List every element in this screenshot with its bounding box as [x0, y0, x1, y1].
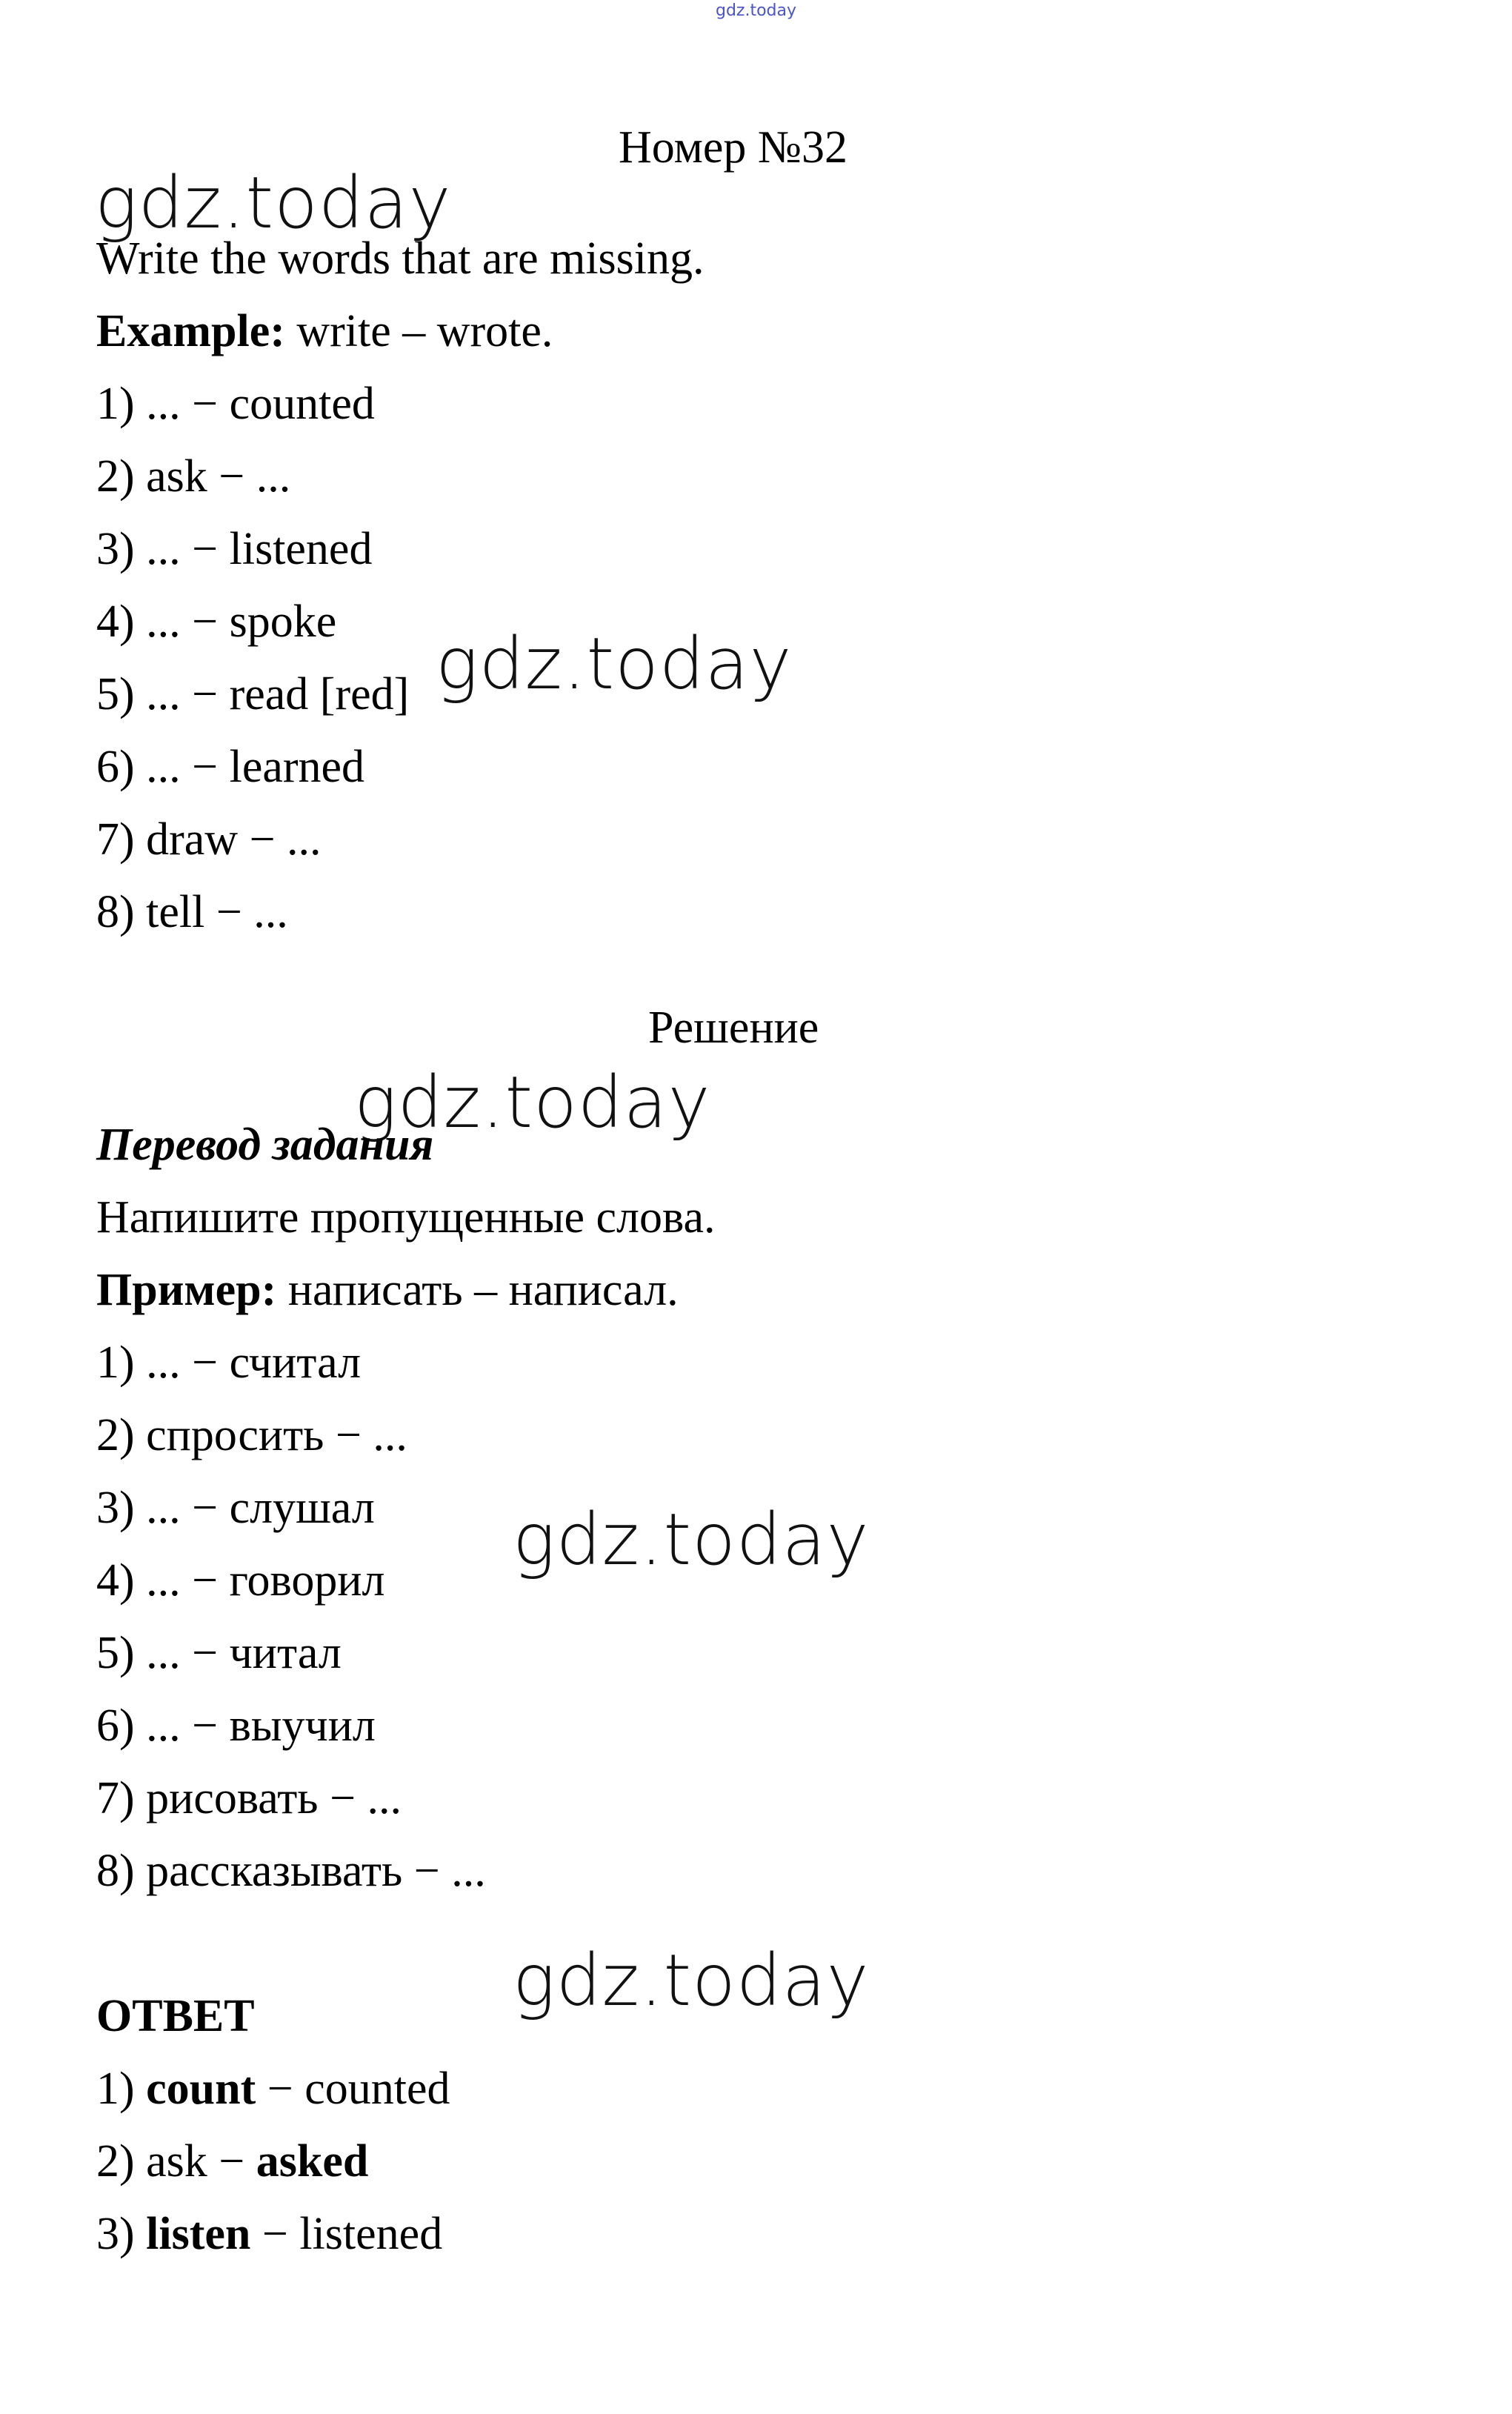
answer-num: 2) ask −: [96, 2136, 256, 2187]
translation-heading: Перевод задания: [96, 1120, 434, 1170]
task-item: 8) tell − ...: [96, 887, 288, 937]
translation-item: 5) ... − читал: [96, 1628, 342, 1678]
task-item: 1) ... − counted: [96, 379, 375, 429]
answer-word: count: [146, 2064, 256, 2114]
answer-heading: ОТВЕТ: [96, 1991, 255, 2041]
translation-item: 7) рисовать − ...: [96, 1773, 402, 1823]
translation-item: 6) ... − выучил: [96, 1700, 376, 1751]
translation-instruction: Напишите пропущенные слова.: [96, 1192, 716, 1243]
answer-num: 1): [96, 2064, 147, 2114]
watermark: gdz.today: [513, 1498, 870, 1581]
task-instruction: Write the words that are missing.: [96, 233, 705, 284]
example-label: Example:: [96, 306, 285, 356]
translation-item: 8) рассказывать − ...: [96, 1846, 486, 1896]
answer-item: [96, 2211, 442, 2257]
task-item: 3) ... − listened: [96, 524, 373, 574]
answer-word: listen: [146, 2209, 251, 2259]
exercise-number-title: Номер №32: [619, 122, 848, 173]
answer-word: asked: [256, 2136, 369, 2187]
task-item: 5) ... − read [red]: [96, 669, 410, 719]
translation-example: [96, 1267, 679, 1313]
task-item: 6) ... − learned: [96, 742, 365, 792]
watermark: gdz.today: [95, 162, 452, 245]
answer-rest: − listened: [250, 2209, 443, 2259]
task-item: 4) ... − spoke: [96, 596, 337, 647]
translation-item: 3) ... − слушал: [96, 1483, 375, 1533]
translation-item: 2) спросить − ...: [96, 1410, 407, 1460]
watermark: gdz.today: [354, 1061, 711, 1144]
answer-item: [96, 2066, 450, 2112]
watermark: gdz.today: [436, 622, 793, 705]
example-label-ru: Пример:: [96, 1265, 277, 1315]
answer-num: 3): [96, 2209, 147, 2259]
site-mark: gdz.today: [715, 1, 797, 20]
task-example: [96, 308, 553, 354]
example-text-ru: написать – написал.: [276, 1265, 679, 1315]
watermark: gdz.today: [513, 1939, 870, 2022]
task-item: 2) ask − ...: [96, 451, 291, 502]
translation-item: 4) ... − говорил: [96, 1555, 385, 1606]
answer-rest: − counted: [256, 2064, 450, 2114]
answer-item: [96, 2136, 369, 2187]
translation-item: 1) ... − считал: [96, 1337, 362, 1388]
solution-title: Решение: [648, 1002, 819, 1053]
task-item: 7) draw − ...: [96, 814, 322, 865]
example-text: write – wrote.: [284, 306, 553, 356]
